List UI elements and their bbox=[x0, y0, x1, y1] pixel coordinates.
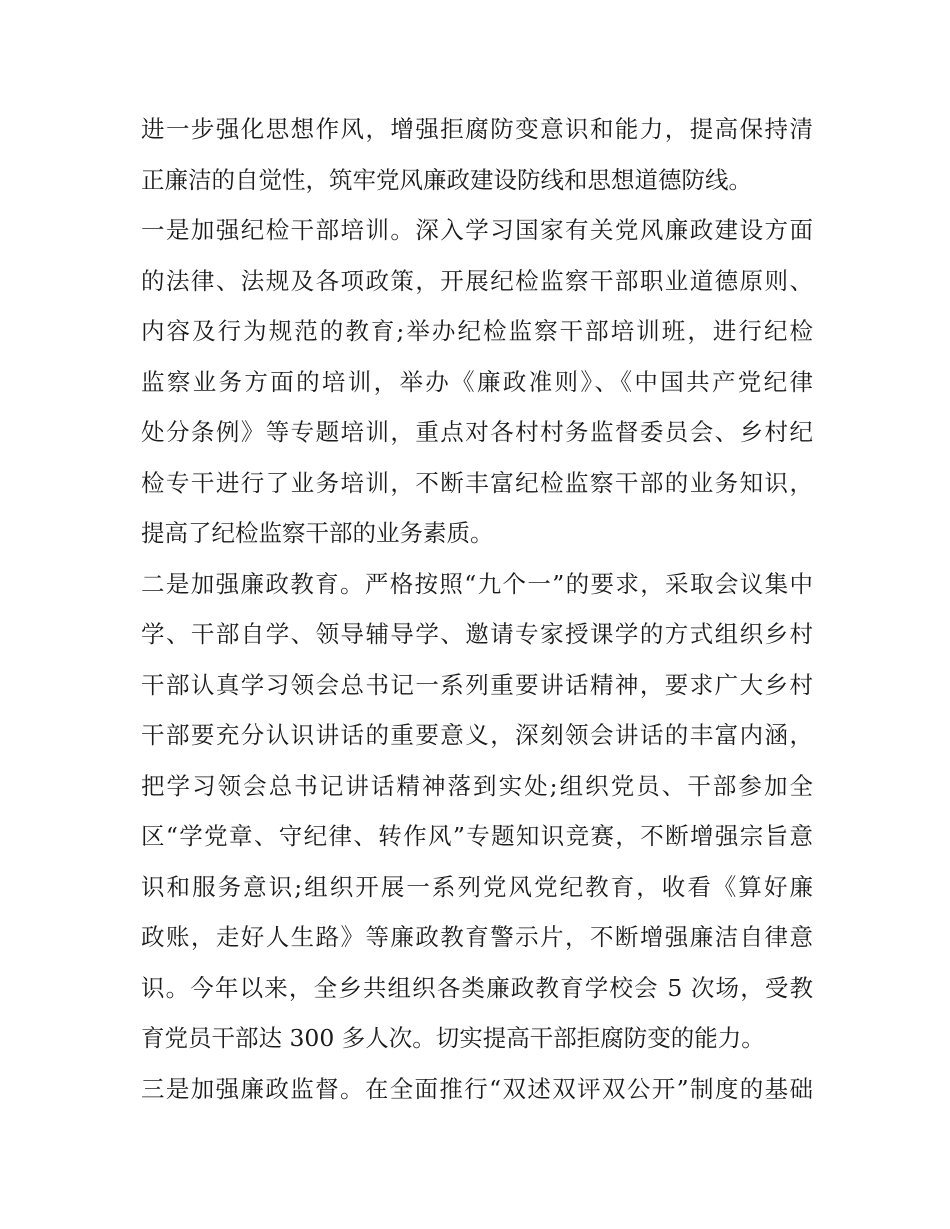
text-line: 识和服务意识;组织开展一系列党风党纪教育，收看《算好廉 bbox=[141, 872, 813, 901]
text-line: 进一步强化思想作风，增强拒腐防变意识和能力，提高保持清 bbox=[141, 115, 813, 143]
text-line: 干部要充分认识讲话的重要意义，深刻领会讲话的丰富内涵， bbox=[141, 721, 813, 749]
text-line: 提高了纪检监察干部的业务素质。 bbox=[141, 519, 494, 547]
text-line: 育党员干部达 300 多人次。切实提高干部拒腐防变的能力。 bbox=[141, 1024, 765, 1052]
text-line: 干部认真学习领会总书记一系列重要讲话精神，要求广大乡村 bbox=[141, 670, 813, 699]
text-line: 正廉洁的自觉性，筑牢党风廉政建设防线和思想道德防线。 bbox=[141, 165, 752, 194]
text-line: 一是加强纪检干部培训。深入学习国家有关党风廉政建设方面 bbox=[141, 216, 813, 244]
text-line: 二是加强廉政教育。严格按照“九个一”的要求，采取会议集中 bbox=[141, 569, 813, 598]
text-line: 的法律、法规及各项政策，开展纪检监察干部职业道德原则、 bbox=[141, 266, 813, 295]
text-line: 处分条例》等专题培训，重点对各村村务监督委员会、乡村纪 bbox=[141, 418, 813, 446]
text-line: 把学习领会总书记讲话精神落到实处;组织党员、干部参加全 bbox=[141, 771, 813, 800]
text-line: 内容及行为规范的教育;举办纪检监察干部培训班，进行纪检 bbox=[141, 317, 813, 345]
text-line: 监察业务方面的培训，举办《廉政准则》、《中国共产党纪律 bbox=[141, 367, 813, 396]
text-line: 三是加强廉政监督。在全面推行“双述双评双公开”制度的基础 bbox=[141, 1074, 813, 1103]
text-line: 政账，走好人生路》等廉政教育警示片，不断增强廉洁自律意 bbox=[141, 923, 813, 951]
document-body bbox=[141, 104, 813, 1114]
text-line: 区“学党章、守纪律、转作风”专题知识竞赛，不断增强宗旨意 bbox=[141, 822, 813, 850]
text-line: 识。今年以来，全乡共组织各类廉政教育学校会 5 次场，受教 bbox=[141, 973, 813, 1002]
text-line: 学、干部自学、领导辅导学、邀请专家授课学的方式组织乡村 bbox=[141, 620, 813, 648]
text-line: 检专干进行了业务培训，不断丰富纪检监察干部的业务知识， bbox=[141, 468, 813, 497]
